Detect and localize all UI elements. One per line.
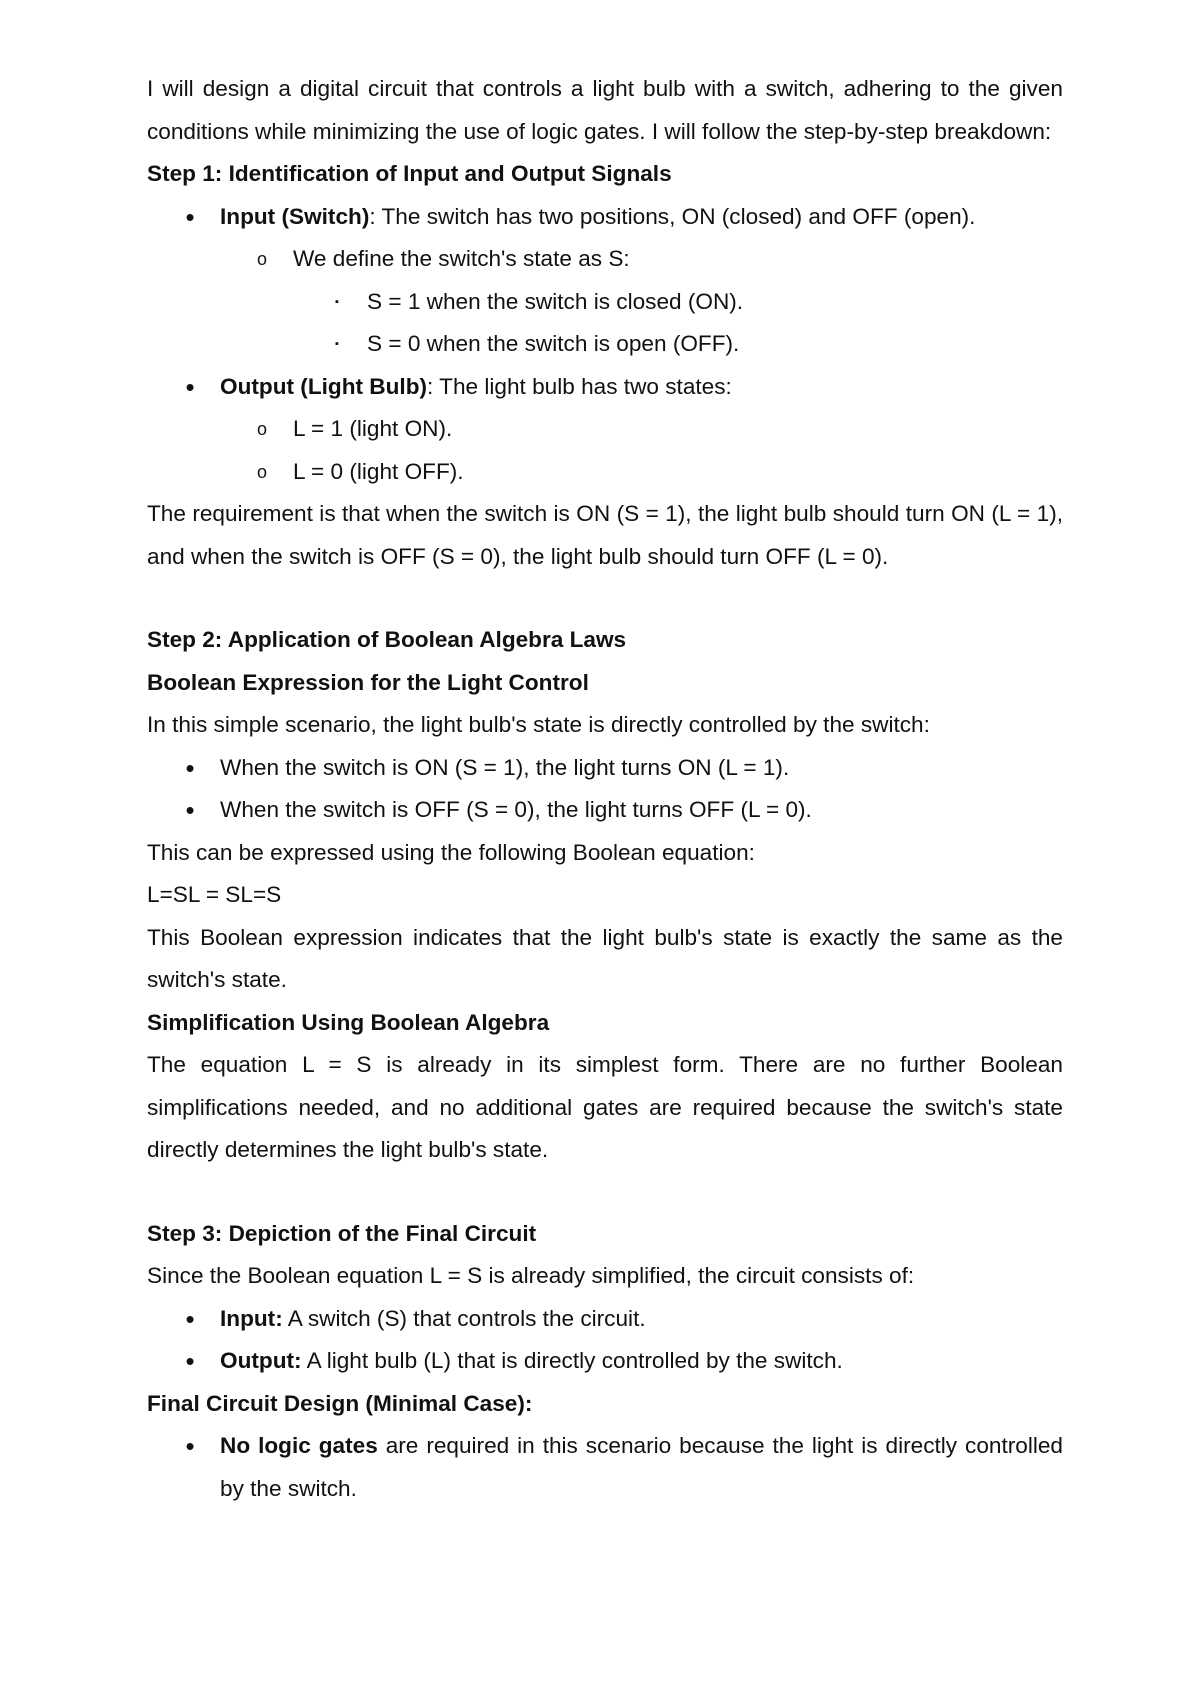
requirement-paragraph: The requirement is that when the switch is ON (S = 1), the light bulb should turn ON (L = 1), and when the switch is OFF (S = 0), the light bulb should turn OFF (L = 0). [147,501,1063,569]
l0-text: L = 0 (light OFF). [293,458,464,484]
bullet-dot-icon: • [185,752,195,783]
simplification-paragraph: The equation L = S is already in its simplest form. There are no further Boolean simplifications needed, and no additional gates are required because the switch's state directly determines the light bulb's state. [147,1052,1063,1162]
bullet-dot-icon: • [185,201,195,232]
bullet-dot-icon: • [185,1303,195,1334]
intro-paragraph: I will design a digital circuit that controls a light bulb with a switch, adhering to the given conditions while minimizing the use of logic gates. I will follow the step-by-step breakdown: [147,76,1063,144]
list-item-switch-on [147,747,1063,790]
indicates-paragraph: This Boolean expression indicates that the light bulb's state is exactly the same as the switch's state. [147,924,1063,992]
bullet-circle-icon: o [256,419,267,439]
no-gates-text: are required in this scenario because the light is directly controlled by the switch. [220,1433,1063,1501]
list-item-switch-off [147,789,1063,832]
bullet-dot-icon: • [185,795,195,825]
step3-output-text: A light bulb (L) that is directly controlled by the switch. [301,1348,843,1373]
step3-intro: Since the Boolean equation L = S is already simplified, the circuit consists of: [147,1263,915,1288]
list-item-step3-input [147,1298,1063,1341]
bullet-dot-icon: • [185,371,195,402]
s1-text: S = 1 when the switch is closed (ON). [367,288,744,314]
switch-on-text: When the switch is ON (S = 1), the light turns ON (L = 1). [220,754,790,780]
step1-list [147,196,1063,494]
expressed-paragraph: This can be expressed using the following Boolean equation: [147,839,755,865]
no-gates-paragraph [220,1425,1063,1510]
section-spacer [147,1172,1063,1213]
simplification-heading: Simplification Using Boolean Algebra [147,1009,550,1035]
list-item-l1 [147,408,1063,451]
list-item-input-switch [147,196,1063,239]
bullet-circle-icon: o [256,461,267,482]
define-state-text: We define the switch's state as S: [293,246,630,271]
l1-text: L = 1 (light ON). [293,416,453,441]
list-item-no-gates [147,1425,1063,1510]
step2-subheading: Boolean Expression for the Light Control [147,669,589,695]
list-item-define-state [147,238,1063,281]
no-gates-label: No logic gates [220,1433,378,1458]
step1-heading: Step 1: Identification of Input and Output Signals [147,161,672,186]
bullet-dot-icon: • [185,1346,195,1376]
list-item-l0 [147,451,1063,494]
bullet-square-icon: ▪ [335,295,339,308]
step3-heading: Step 3: Depiction of the Final Circuit [147,1220,537,1246]
document-page [147,68,1063,1510]
section-spacer [147,578,1063,619]
output-bulb-text: : The light bulb has two states: [427,373,732,399]
input-switch-text: : The switch has two positions, ON (closed) and OFF (open). [369,203,976,229]
input-switch-label: Input (Switch) [220,203,370,229]
step3-list [147,1298,1063,1383]
bullet-dot-icon: • [185,1431,195,1461]
step3-output-label: Output: [220,1348,302,1373]
step3-input-label: Input: [220,1305,283,1331]
scenario-paragraph: In this simple scenario, the light bulb's state is directly controlled by the switch: [147,712,930,737]
final-design-heading: Final Circuit Design (Minimal Case): [147,1390,533,1416]
step3-input-text: A switch (S) that controls the circuit. [282,1305,646,1331]
step2-list [147,747,1063,832]
list-item-s1 [147,281,1063,324]
list-item-output-bulb [147,366,1063,409]
s0-text: S = 0 when the switch is open (OFF). [367,331,740,356]
switch-off-text: When the switch is OFF (S = 0), the light turns OFF (L = 0). [220,797,812,822]
list-item-s0 [147,323,1063,366]
boolean-equation: L=SL = SL=S [147,882,282,907]
final-design-list [147,1425,1063,1510]
step2-heading: Step 2: Application of Boolean Algebra Laws [147,627,627,652]
list-item-step3-output [147,1340,1063,1383]
bullet-square-icon: ▪ [335,338,339,350]
bullet-circle-icon: o [256,249,267,269]
output-bulb-label: Output (Light Bulb) [220,373,428,399]
